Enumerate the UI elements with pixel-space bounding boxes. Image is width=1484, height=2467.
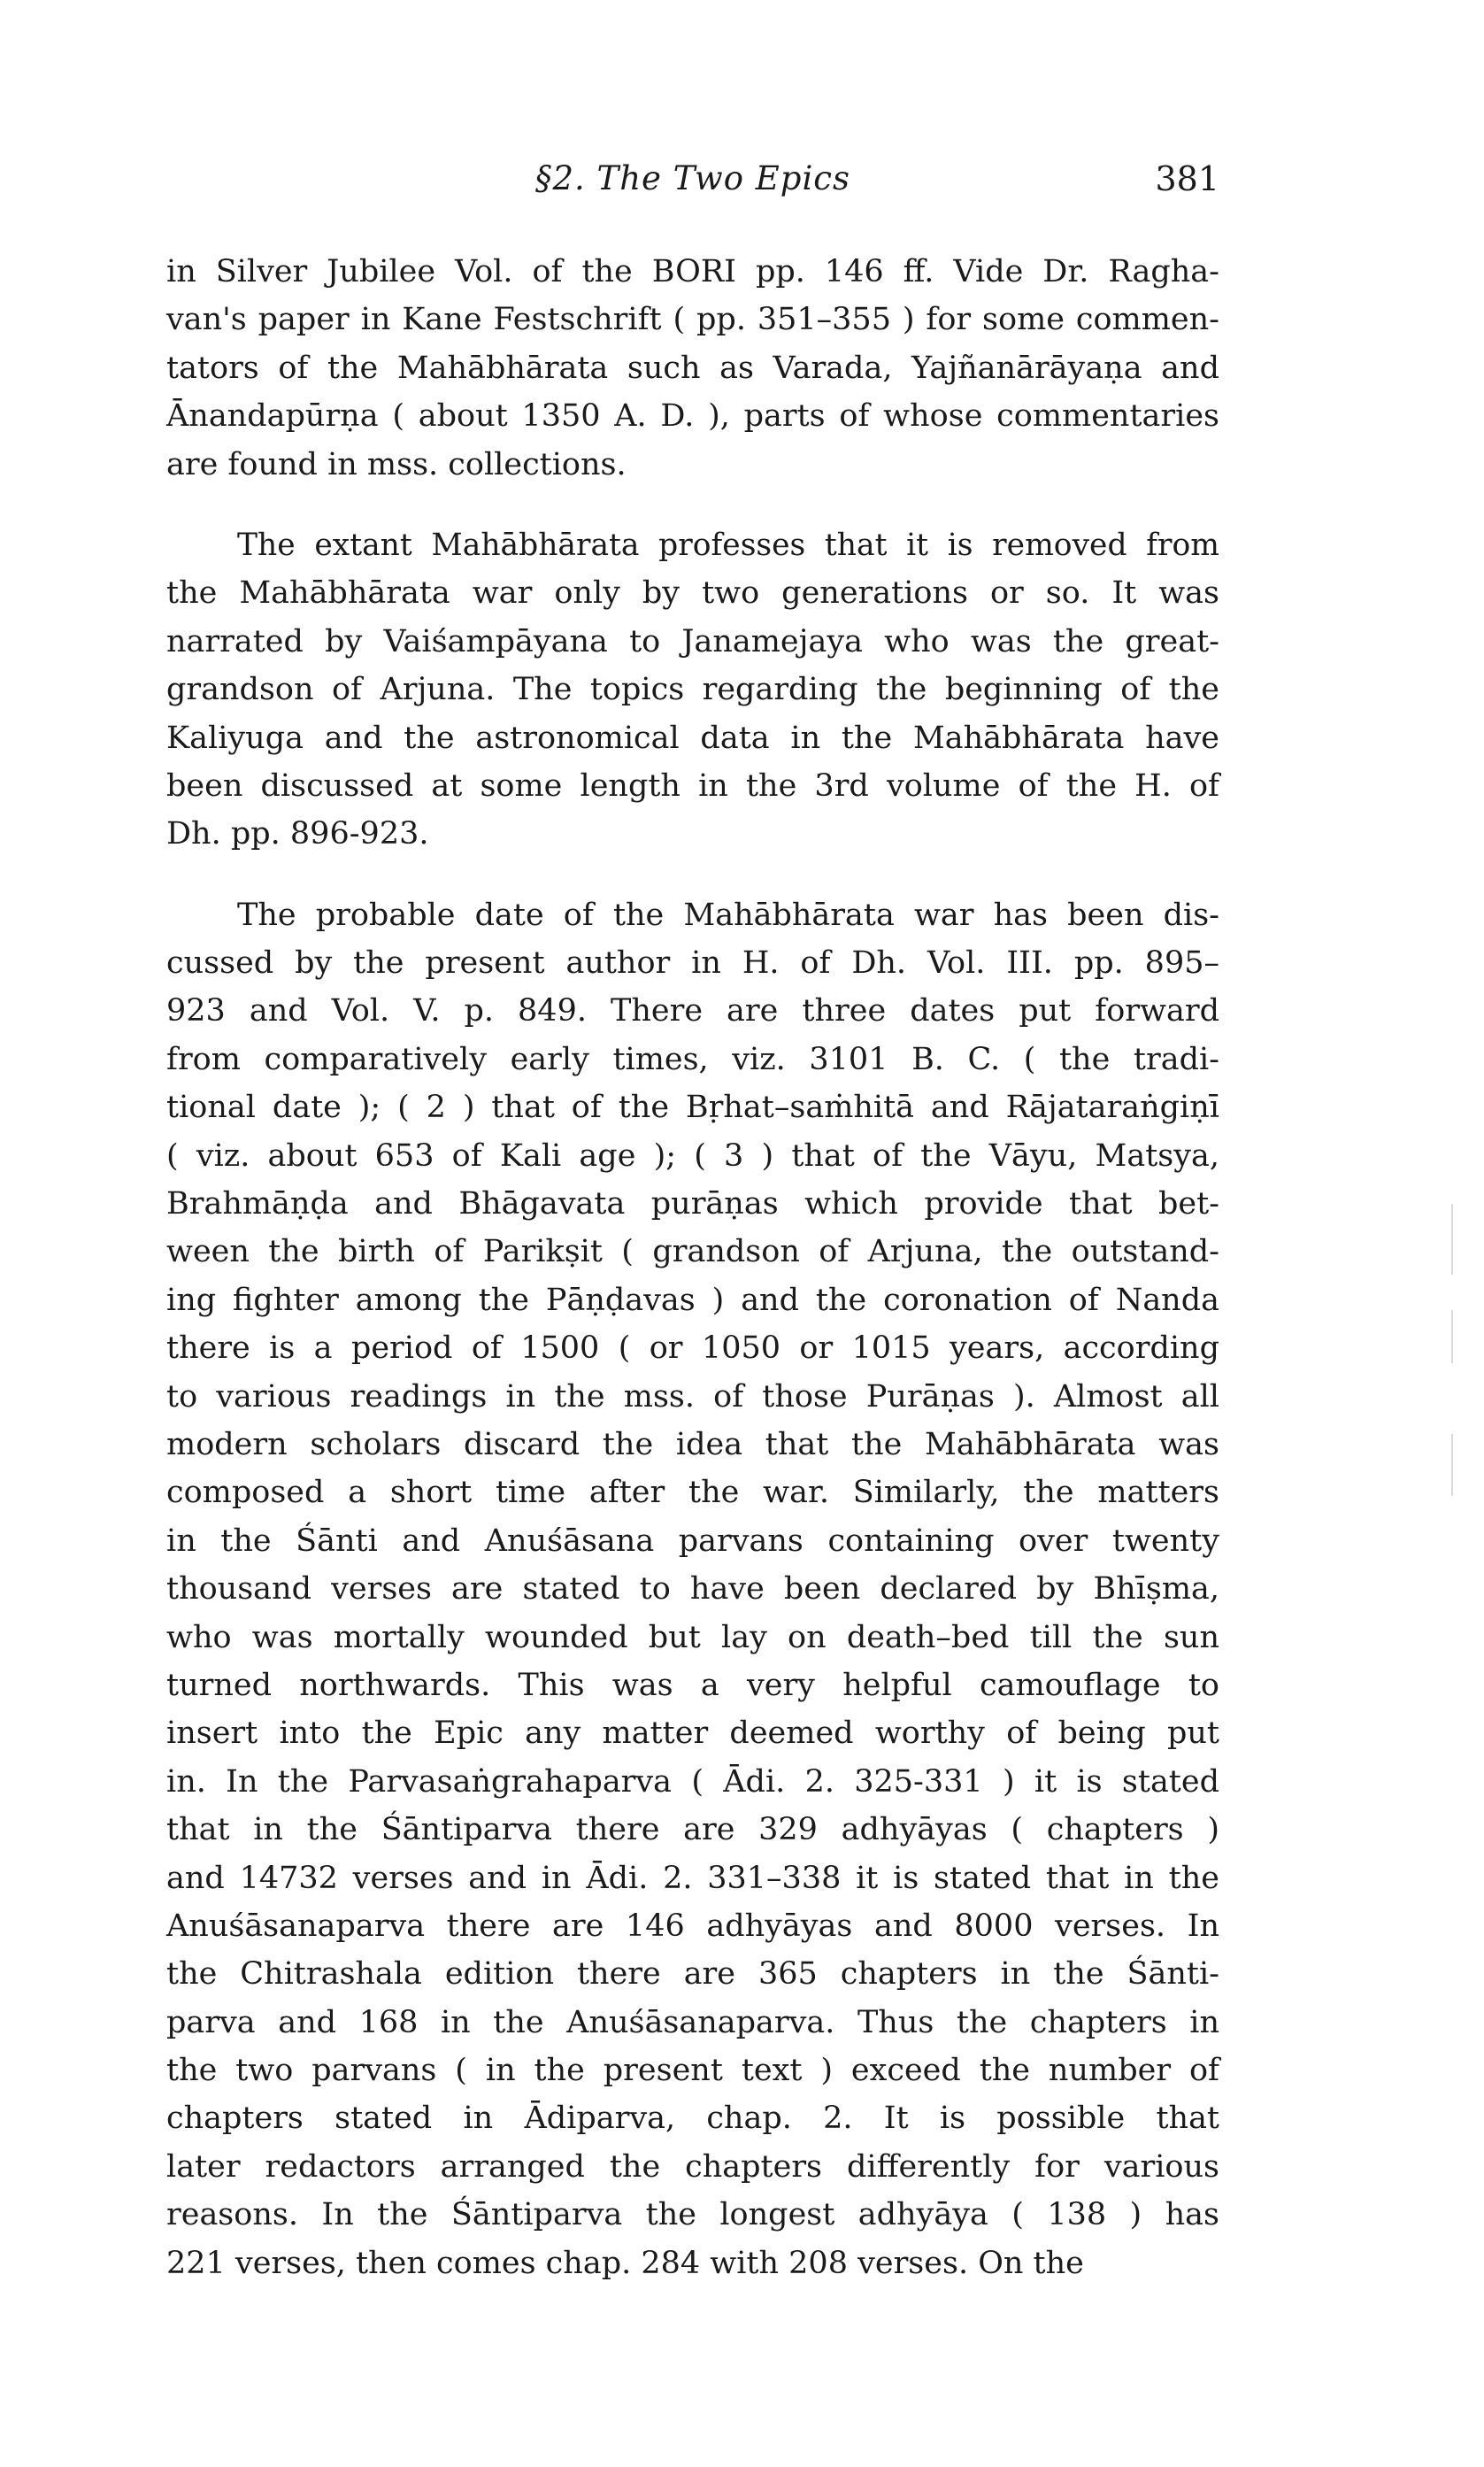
text-line: the two parvans ( in the present text ) exceed the number of (166, 2053, 1219, 2089)
text-line: chapters stated in Ādiparva, chap. 2. It is possible that (166, 2101, 1219, 2137)
text-line: cussed by the present author in H. of Dh. Vol. III. pp. 895– (166, 945, 1219, 982)
text-line: modern scholars discard the idea that the Mahābhārata was (166, 1426, 1219, 1462)
page-header (166, 159, 1219, 204)
text-line: in the Śānti and Anuśāsana parvans containing over twenty (166, 1523, 1219, 1559)
text-line: van's paper in Kane Festschrift ( pp. 351–355 ) for some commen- (166, 302, 1219, 338)
text-line: and 14732 verses and in Ādi. 2. 331–338 it is stated that in the (166, 1860, 1219, 1896)
text-line: from comparatively early times, viz. 3101 B. C. ( the tradi- (166, 1041, 1219, 1077)
text-line: The probable date of the Mahābhārata war has been dis- (237, 897, 1219, 933)
text-line: Dh. pp. 896-923. (166, 816, 429, 852)
page-number: 381 (1155, 159, 1219, 198)
text-line: tional date ); ( 2 ) that of the Bṛhat–saṁhitā and Rājataraṅgiṇī (166, 1090, 1219, 1126)
body-text (166, 248, 1219, 2287)
text-line: tators of the Mahābhārata such as Varada, Yajñanārāyaṇa and (166, 350, 1219, 386)
text-line: there is a period of 1500 ( or 1050 or 1015 years, according (166, 1330, 1219, 1367)
scan-margin-mark (1451, 1434, 1453, 1496)
text-line: been discussed at some length in the 3rd volume of the H. of (166, 767, 1219, 804)
text-line: that in the Śāntiparva there are 329 adhyāyas ( chapters ) (166, 1812, 1219, 1848)
text-line: Anuśāsanaparva there are 146 adhyāyas and 8000 verses. In (166, 1908, 1219, 1944)
scan-margin-mark (1451, 1204, 1453, 1275)
text-line: parva and 168 in the Anuśāsanaparva. Thus the chapters in (166, 2004, 1219, 2040)
text-line: narrated by Vaiśampāyana to Janamejaya who was the great- (166, 623, 1219, 659)
paragraph (166, 891, 1219, 2287)
running-title: §2. The Two Epics (534, 159, 851, 197)
scan-margin-mark (1451, 1310, 1453, 1363)
text-line: 221 verses, then comes chap. 284 with 208 verses. On the (166, 2245, 1084, 2281)
paragraph (166, 248, 1219, 489)
text-line: the Chitrashala edition there are 365 chapters in the Śānti- (166, 1956, 1219, 1993)
text-line: Ānandapūrṇa ( about 1350 A. D. ), parts of whose commentaries (166, 398, 1219, 435)
text-line: are found in mss. collections. (166, 446, 627, 482)
text-line: turned northwards. This was a very helpful camouflage to (166, 1667, 1219, 1703)
paragraph (166, 521, 1219, 859)
text-line: thousand verses are stated to have been declared by Bhīṣma, (166, 1571, 1219, 1607)
text-line: ( viz. about 653 of Kali age ); ( 3 ) that of the Vāyu, Matsya, (166, 1137, 1219, 1174)
text-line: who was mortally wounded but lay on death–bed till the sun (166, 1619, 1219, 1655)
text-line: the Mahābhārata war only by two generations or so. It was (166, 575, 1219, 612)
text-line: in. In the Parvasaṅgrahaparva ( Ādi. 2. 325-331 ) it is stated (166, 1763, 1219, 1800)
text-line: reasons. In the Śāntiparva the longest adhyāya ( 138 ) has (166, 2197, 1219, 2233)
text-line: Brahmāṇḍa and Bhāgavata purāṇas which provide that bet- (166, 1186, 1219, 1222)
text-line: composed a short time after the war. Similarly, the matters (166, 1475, 1219, 1511)
text-line: Kaliyuga and the astronomical data in the Mahābhārata have (166, 720, 1219, 756)
text-line: in Silver Jubilee Vol. of the BORI pp. 146 ff. Vide Dr. Ragha- (166, 254, 1219, 289)
text-line: ing fighter among the Pāṇḍavas ) and the coronation of Nanda (166, 1282, 1219, 1318)
text-line: grandson of Arjuna. The topics regarding the beginning of the (166, 672, 1219, 708)
text-line: insert into the Epic any matter deemed worthy of being put (166, 1715, 1219, 1752)
text-line: ween the birth of Parikṣit ( grandson of Arjuna, the outstand- (166, 1234, 1219, 1270)
text-line: later redactors arranged the chapters differently for various (166, 2148, 1219, 2185)
text-line: 923 and Vol. V. p. 849. There are three dates put forward (166, 993, 1219, 1029)
text-line: to various readings in the mss. of those Purāṇas ). Almost all (166, 1378, 1219, 1415)
text-line: The extant Mahābhārata professes that it is removed from (237, 527, 1219, 563)
